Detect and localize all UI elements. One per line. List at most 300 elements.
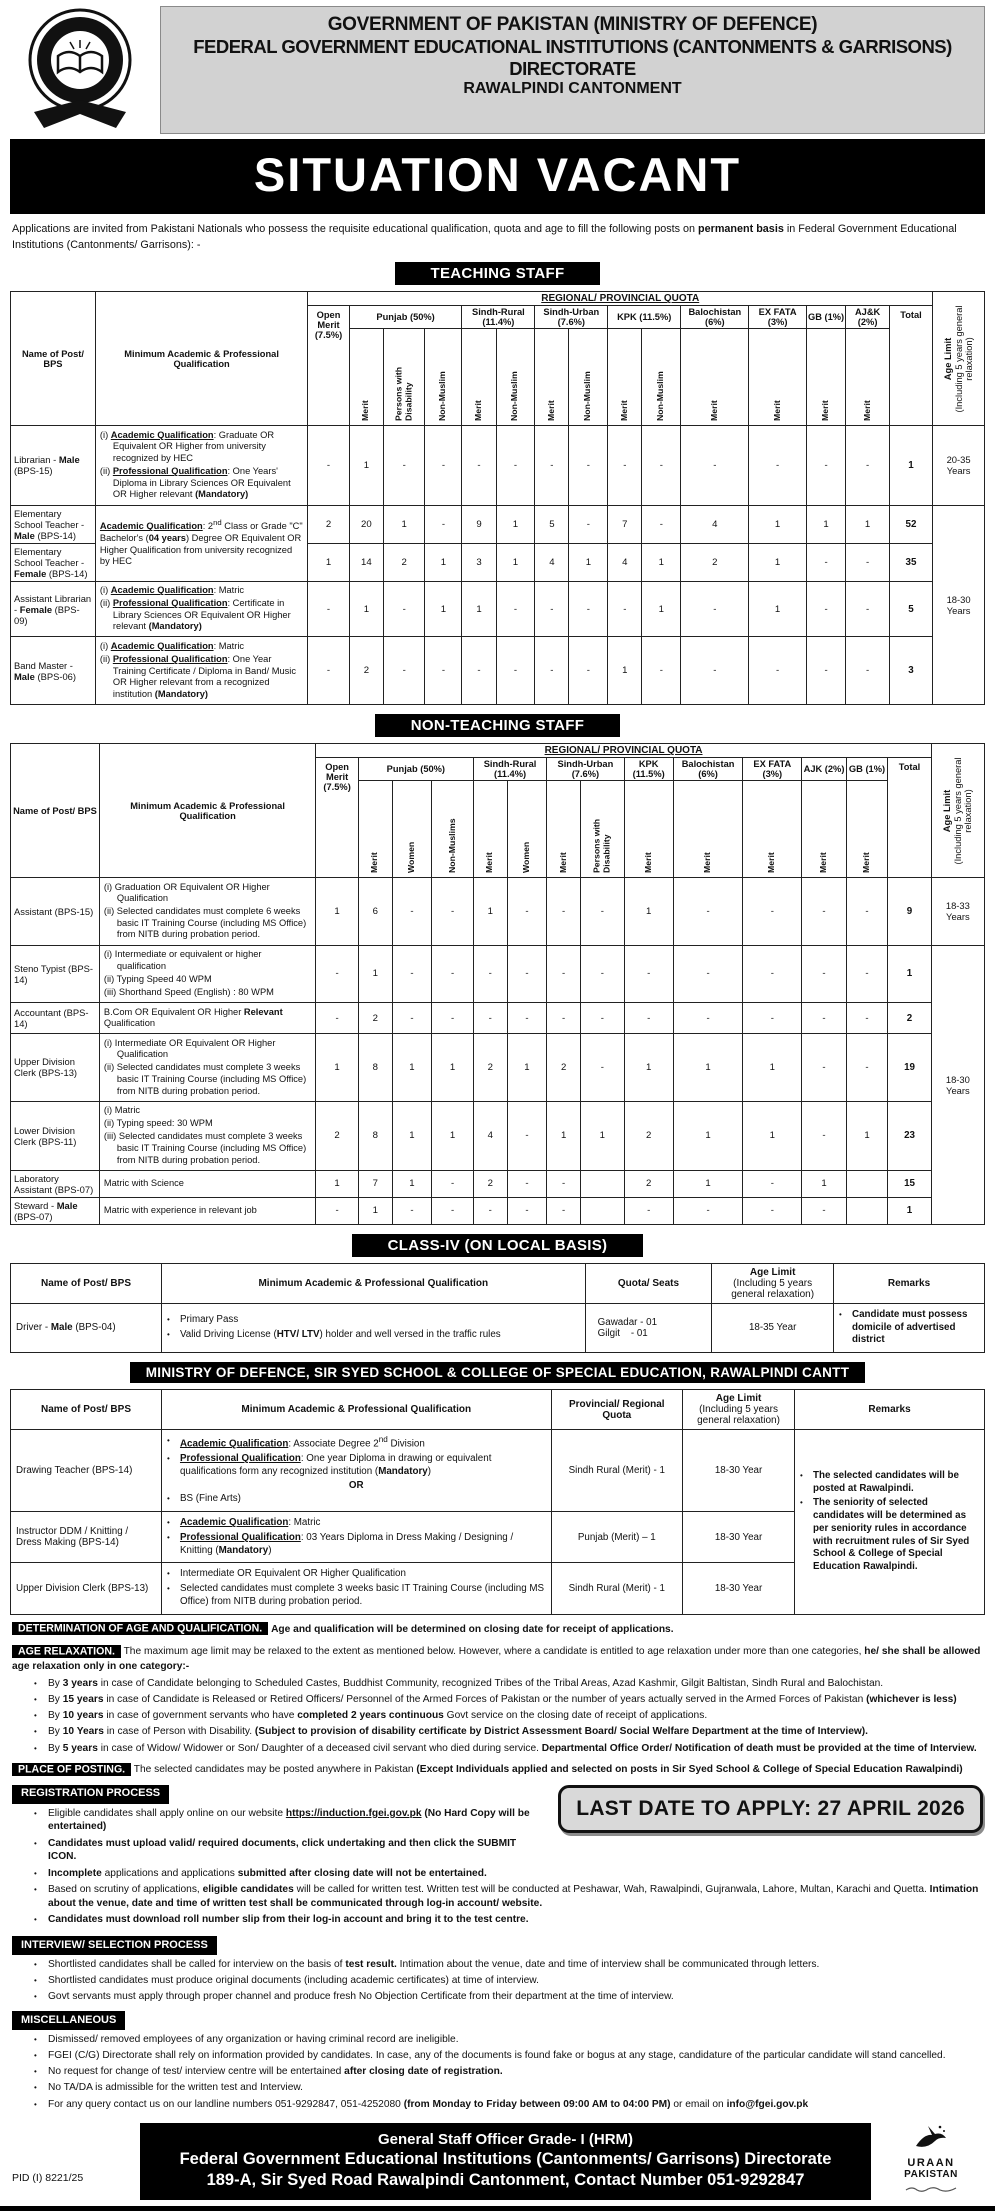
quota-value-cell: 1 xyxy=(749,505,806,543)
quota-value-cell: 2 xyxy=(547,1034,581,1102)
miscellaneous-label: MISCELLANEOUS xyxy=(12,2011,125,2030)
quota-value-cell: - xyxy=(581,945,624,1002)
note-bullet-item xyxy=(12,2049,983,2063)
quota-value-cell: - xyxy=(749,426,806,505)
table-row xyxy=(11,1303,985,1352)
quota-value-cell: - xyxy=(432,878,474,946)
sub-column-header-text: Merit xyxy=(557,852,568,874)
bullet-icon: • xyxy=(34,1959,37,1969)
region-group-header: GB (1%) xyxy=(846,758,888,781)
age-limit-cell: 18-30 Year xyxy=(683,1430,795,1512)
qualification-item xyxy=(167,1517,546,1530)
qualification-item xyxy=(167,1568,546,1581)
sub-column-header xyxy=(507,781,547,878)
qualification-text: Professional Qualification: One year Diploma in drawing or equivalent qualifications form any recognized institution (Mandatory) xyxy=(179,1453,492,1477)
bullet-icon: • xyxy=(34,1868,37,1878)
qualification-text: Valid Driving License (HTV/ LTV) holder and well versed in the traffic rules xyxy=(179,1328,501,1340)
quota-value-cell: - xyxy=(535,426,569,505)
age-limit-cell: 18-35 Year xyxy=(712,1303,834,1352)
quota-value-cell: 8 xyxy=(358,1034,392,1102)
qualification-cell xyxy=(95,637,307,705)
quota-value-cell: 1 xyxy=(473,878,507,946)
quota-value-cell: - xyxy=(743,1003,802,1034)
qualification-item xyxy=(167,1583,546,1608)
note-bullet-item xyxy=(12,1709,983,1723)
note-bullet-text: Dismissed/ removed employees of any organization or having criminal record are ineligible. xyxy=(48,2033,459,2045)
quota-value-cell: - xyxy=(806,426,846,505)
region-group-header: EX FATA (3%) xyxy=(749,306,806,329)
quota-value-cell: - xyxy=(432,1197,474,1224)
quota-value-cell: - xyxy=(743,878,802,946)
quota-value-cell: 1 xyxy=(806,505,846,543)
sub-column-header-text: Persons with Disability xyxy=(591,818,612,874)
post-cell: Upper Division Clerk (BPS-13) xyxy=(11,1034,100,1102)
quota-value-cell: 1 xyxy=(496,543,535,581)
note-bullet-item xyxy=(12,1693,983,1707)
qualification-cell xyxy=(161,1563,551,1614)
quota-value-cell: - xyxy=(806,543,846,581)
note-bullet-text: Eligible candidates shall apply online on our website https://induction.fgei.gov.pk (No Hard Copy will be entertained) xyxy=(48,1807,530,1833)
bullet-icon: • xyxy=(34,2034,37,2044)
class4-banner: CLASS-IV (ON LOCAL BASIS) xyxy=(352,1234,644,1257)
interview-bullets xyxy=(12,1958,983,2004)
table-row xyxy=(11,505,985,543)
sub-column-header-text: Non-Muslim xyxy=(437,371,448,422)
teaching-staff-banner: TEACHING STAFF xyxy=(395,262,601,285)
quota-value-cell: - xyxy=(846,945,888,1002)
qualification-item: Matric with Science xyxy=(103,1178,184,1188)
quota-value-cell: - xyxy=(316,1197,359,1224)
qualification-column-header: Minimum Academic & Professional Qualification xyxy=(99,744,315,878)
bullet-icon: • xyxy=(166,1569,170,1579)
qualification-item: (i) Graduation OR Equivalent OR Higher Qualification xyxy=(103,881,270,904)
bullet-icon: • xyxy=(34,2067,37,2077)
column-header: Age Limit (Including 5 years general relaxation) xyxy=(683,1390,795,1430)
region-group-header: Punjab (50%) xyxy=(349,306,462,329)
post-cell: Steward - Male (BPS-07) xyxy=(11,1197,100,1224)
place-of-posting-section xyxy=(12,1762,983,1777)
quota-value-cell: - xyxy=(802,1101,846,1170)
region-group-header: Punjab (50%) xyxy=(358,758,473,781)
registration-section xyxy=(12,1785,983,1929)
sub-column-header xyxy=(569,329,608,426)
sub-column-header-text: Merit xyxy=(484,852,495,874)
bullet-icon: • xyxy=(34,1694,37,1704)
place-of-posting-text: The selected candidates may be posted anywhere in Pakistan (Except Individuals applied and selected on posts in Sir Syed School & College of Special Education Rawalpindi) xyxy=(133,1764,963,1776)
age-relaxation-label: AGE RELAXATION. xyxy=(12,1645,121,1658)
note-bullet-text: Candidates must upload valid/ required documents, click undertaking and then click the SUBMIT ICON. xyxy=(48,1837,517,1863)
qualification-item: (i) Matric xyxy=(103,1105,141,1116)
quota-group-header: REGIONAL/ PROVINCIAL QUOTA xyxy=(316,744,931,758)
qualification-item: (i) Academic Qualification: Matric xyxy=(99,640,245,651)
note-bullet-text: Shortlisted candidates shall be called for interview on the basis of test result. Intimation about the venue, date and time of interview shall be communicated through letters. xyxy=(48,1958,820,1970)
qualification-item: (ii) Professional Qualification: Certificate in Library Sciences OR Equivalent OR Higher relevant (Mandatory) xyxy=(99,598,291,632)
bullet-icon: • xyxy=(800,1498,803,1508)
quota-value-cell xyxy=(846,1170,888,1197)
sub-column-header xyxy=(432,781,474,878)
column-header: Minimum Academic & Professional Qualification xyxy=(161,1390,551,1430)
fgei-emblem-logo xyxy=(10,6,150,134)
total-column-header: Total xyxy=(888,758,931,878)
age-limit-header-text: Age Limit (Including 5 years general relaxation) xyxy=(941,757,974,865)
remark-item xyxy=(800,1497,979,1573)
age-relaxation-text: The maximum age limit may be relaxed to the extent as mentioned below. However, where a candidate is entitled to age relaxation under more than one categories, he/ she shall be allowed age relaxation only in one category:- xyxy=(12,1646,981,1672)
table-row xyxy=(11,637,985,705)
footer-contact-box xyxy=(140,2123,871,2200)
quota-value-cell: - xyxy=(642,426,681,505)
sub-column-header-text: Merit xyxy=(642,852,653,874)
quota-value-cell: 2 xyxy=(624,1101,673,1170)
interview-label: INTERVIEW/ SELECTION PROCESS xyxy=(12,1936,217,1955)
qualification-cell xyxy=(99,1101,315,1170)
note-bullet-text: By 3 years in case of Candidate belonging to Scheduled Castes, Buddhist Community, recognized Tribes of the Tribal Areas, Azad Kashmir, Gilgit Baltistan, Sindh Rural and Balochistan. xyxy=(48,1677,884,1689)
determination-section xyxy=(12,1622,983,1637)
quota-value-cell: 1 xyxy=(349,426,383,505)
quota-value-cell: 1 xyxy=(547,1101,581,1170)
quota-value-cell: 9 xyxy=(462,505,496,543)
quota-value-cell: - xyxy=(462,426,496,505)
quota-value-cell: - xyxy=(673,1197,743,1224)
quota-value-cell: 1 xyxy=(308,543,350,581)
bullet-icon: • xyxy=(34,1976,37,1985)
quota-value-cell: 1 xyxy=(432,1034,474,1102)
quota-value-cell: 1 xyxy=(608,637,642,705)
post-cell: Upper Division Clerk (BPS-13) xyxy=(11,1563,162,1614)
qualification-or-text: OR xyxy=(348,1480,364,1492)
quota-value-cell: 1 xyxy=(673,1101,743,1170)
quota-value-cell: 1 xyxy=(673,1034,743,1102)
bullet-icon: • xyxy=(34,1884,37,1894)
qualification-cell xyxy=(95,426,307,505)
quota-value-cell: 2 xyxy=(681,543,749,581)
sub-column-header xyxy=(802,781,846,878)
quota-value-cell: - xyxy=(507,1101,547,1170)
age-relaxation-bullets xyxy=(12,1677,983,1756)
uraan-text: URAAN xyxy=(907,2157,955,2170)
masthead-title-box xyxy=(160,6,985,134)
post-cell: Steno Typist (BPS-14) xyxy=(11,945,100,1002)
bullet-icon: • xyxy=(166,1494,170,1504)
quota-value-cell: 1 xyxy=(358,1197,392,1224)
quota-value-cell: 2 xyxy=(383,543,425,581)
quota-value-cell: 1 xyxy=(507,1034,547,1102)
qualification-item: (ii) Selected candidates must complete 3 weeks basic IT Training Course (including MS Office) from NITB during probation period. xyxy=(103,1062,307,1096)
remark-text: The selected candidates will be posted at Rawalpindi. xyxy=(813,1469,959,1494)
quota-value-cell: - xyxy=(681,426,749,505)
quota-value-cell: 1 xyxy=(496,505,535,543)
quota-value-cell: - xyxy=(846,878,888,946)
table-header-row xyxy=(11,1263,985,1303)
remarks-cell xyxy=(834,1303,985,1352)
qualification-text: Professional Qualification: 03 Years Diploma in Dress Making / Designing / Knitting (Mandatory) xyxy=(179,1531,514,1556)
quota-value-cell: - xyxy=(749,637,806,705)
sub-column-header xyxy=(806,329,846,426)
post-cell: Driver - Male (BPS-04) xyxy=(11,1303,162,1352)
note-bullet-text: For any query contact us on our landline numbers 051-9292847, 051-4252080 (from Monday to Friday between 09:00 AM to 04:00 PM) or email on info@fgei.gov.pk xyxy=(48,2098,809,2110)
quota-value-cell: - xyxy=(806,637,846,705)
qualification-column-header: Minimum Academic & Professional Qualification xyxy=(95,292,307,426)
bullet-icon: • xyxy=(166,1532,170,1542)
post-cell: Elementary School Teacher - Male (BPS-14) xyxy=(11,505,96,543)
post-column-header: Name of Post/ BPS xyxy=(11,292,96,426)
column-header: Age Limit (Including 5 years general relaxation) xyxy=(712,1263,834,1303)
quota-value-cell: 1 xyxy=(316,1170,359,1197)
quota-value-cell: 4 xyxy=(473,1101,507,1170)
pid-number: PID (I) 8221/25 xyxy=(12,2172,84,2185)
quota-value-cell: - xyxy=(462,637,496,705)
sub-column-header xyxy=(547,781,581,878)
bullet-icon: • xyxy=(34,1743,37,1753)
quota-value-cell: 1 xyxy=(316,1034,359,1102)
total-cell: 1 xyxy=(889,426,932,505)
footer xyxy=(0,2116,995,2200)
quota-value-cell: - xyxy=(308,637,350,705)
bullet-icon: • xyxy=(34,1992,37,2002)
quota-value-cell: - xyxy=(496,581,535,637)
directorate-title: FEDERAL GOVERNMENT EDUCATIONAL INSTITUTIONS (CANTONMENTS & GARRISONS) DIRECTORATE xyxy=(193,36,952,79)
qualification-item: (iii) Shorthand Speed (English) : 80 WPM xyxy=(103,986,274,997)
remarks-cell xyxy=(795,1430,985,1615)
quota-value-cell: 2 xyxy=(349,637,383,705)
determination-label: DETERMINATION OF AGE AND QUALIFICATION. xyxy=(12,1622,268,1635)
quota-cell: Gawadar - 01 Gilgit - 01 xyxy=(585,1303,712,1352)
quota-value-cell: - xyxy=(846,581,889,637)
note-bullet-item xyxy=(12,1807,544,1835)
sub-column-header-text: Women xyxy=(521,841,532,874)
quota-value-cell: - xyxy=(496,426,535,505)
bullet-icon: • xyxy=(166,1315,170,1325)
quota-value-cell: 1 xyxy=(749,581,806,637)
footer-directorate-line: Federal Government Educational Institutions (Cantonments/ Garrisons) Directorate xyxy=(179,2150,832,2169)
note-bullet-text: By 10 Years in case of Person with Disability. (Subject to provision of disability certificate by District Assessment Board/ Social Welfare Department at the time of Interview). xyxy=(48,1726,869,1738)
sub-column-header-text: Merit xyxy=(546,400,557,422)
bullet-icon: • xyxy=(166,1454,170,1464)
quota-value-cell: 2 xyxy=(308,505,350,543)
teaching-staff-table xyxy=(10,291,985,705)
quota-value-cell: 1 xyxy=(569,543,608,581)
table-header-row xyxy=(11,292,985,306)
quota-value-cell: - xyxy=(624,1197,673,1224)
total-cell: 35 xyxy=(889,543,932,581)
quota-value-cell: - xyxy=(581,1034,624,1102)
total-cell: 52 xyxy=(889,505,932,543)
age-limit-cell: 18-30 Years xyxy=(933,505,985,704)
sub-column-header-text: Merit xyxy=(702,852,713,874)
quota-value-cell: - xyxy=(608,581,642,637)
quota-value-cell: - xyxy=(802,1003,846,1034)
registration-website-link[interactable]: https://induction.fgei.gov.pk xyxy=(285,1807,422,1819)
table-row xyxy=(11,1430,985,1512)
post-cell: Band Master - Male (BPS-06) xyxy=(11,637,96,705)
quota-value-cell: - xyxy=(507,1197,547,1224)
quota-value-cell: - xyxy=(743,1170,802,1197)
qualification-item: (i) Intermediate or equivalent or higher qualification xyxy=(103,949,262,971)
column-header: Remarks xyxy=(795,1390,985,1430)
quota-value-cell: - xyxy=(507,878,547,946)
column-header: Quota/ Seats xyxy=(585,1263,712,1303)
quota-value-cell: - xyxy=(806,581,846,637)
bullet-icon: • xyxy=(34,1711,37,1721)
quota-value-cell: - xyxy=(432,1170,474,1197)
quota-value-cell: - xyxy=(308,581,350,637)
qualification-cell xyxy=(161,1512,551,1563)
note-bullet-item xyxy=(12,2065,983,2079)
quota-value-cell: 1 xyxy=(642,543,681,581)
quota-value-cell: - xyxy=(642,637,681,705)
note-bullet-text: No request for change of test/ interview centre will be entertained after closing date of registration. xyxy=(48,2066,503,2078)
sub-column-header-text: Non-Muslim xyxy=(655,371,666,422)
sub-column-header xyxy=(749,329,806,426)
quota-value-cell: - xyxy=(846,426,889,505)
quota-value-cell: 4 xyxy=(535,543,569,581)
quota-value-cell: 1 xyxy=(358,945,392,1002)
quota-value-cell: 7 xyxy=(608,505,642,543)
qualification-item: Academic Qualification: 2nd Class or Grade "C" Bachelor's (04 years) Degree OR Equivalent OR Higher Qualification from university recognized by HEC xyxy=(99,518,303,567)
footer-address-line: 189-A, Sir Syed Road Rawalpindi Cantonment, Contact Number 051-9292847 xyxy=(206,2171,805,2190)
quota-value-cell: 14 xyxy=(349,543,383,581)
quota-value-cell: - xyxy=(432,1003,474,1034)
qualification-item: Matric with experience in relevant job xyxy=(103,1205,257,1215)
quota-value-cell: 20 xyxy=(349,505,383,543)
quota-cell: Sindh Rural (Merit) - 1 xyxy=(551,1563,682,1614)
qualification-item: (ii) Selected candidates must complete 6 weeks basic IT Training Course (including MS Office) from NITB during probation period. xyxy=(103,906,307,940)
quota-value-cell: 8 xyxy=(358,1101,392,1170)
note-bullet-text: Candidates must download roll number slip from their log-in account and bring it to the test centre. xyxy=(48,1913,529,1925)
bullet-icon: • xyxy=(34,2099,37,2109)
quota-cell: Punjab (Merit) – 1 xyxy=(551,1512,682,1563)
sub-column-header-text: Merit xyxy=(369,852,380,874)
qualification-item: (ii) Typing speed: 30 WPM xyxy=(103,1118,213,1129)
bullet-icon: • xyxy=(839,1309,842,1319)
qualification-item: (ii) Typing Speed 40 WPM xyxy=(103,973,212,984)
quota-value-cell: 1 xyxy=(624,1034,673,1102)
remark-text: The seniority of selected candidates will be determined as per seniority rules in accordance with recruitment rules of Sir Syed School & College of Special Education Rawalpindi. xyxy=(813,1497,970,1573)
quota-value-cell: - xyxy=(392,1003,432,1034)
quota-value-cell: 1 xyxy=(462,581,496,637)
qualification-text: Primary Pass xyxy=(179,1314,239,1326)
urdu-script-icon xyxy=(904,2185,958,2193)
total-cell: 2 xyxy=(888,1003,931,1034)
bullet-icon: • xyxy=(166,1436,170,1446)
note-bullet-item xyxy=(12,1677,983,1691)
miscellaneous-section xyxy=(12,2011,983,2111)
quota-value-cell: 1 xyxy=(642,581,681,637)
quota-value-cell: - xyxy=(432,945,474,1002)
quota-value-cell: 1 xyxy=(316,878,359,946)
non-teaching-staff-table xyxy=(10,743,985,1225)
table-row xyxy=(11,1034,985,1102)
quota-value-cell: - xyxy=(535,581,569,637)
sub-column-header-text: Merit xyxy=(818,852,829,874)
quota-value-cell: 6 xyxy=(358,878,392,946)
column-header: Name of Post/ BPS xyxy=(11,1390,162,1430)
miscellaneous-bullets xyxy=(12,2033,983,2112)
quota-value-cell: - xyxy=(581,878,624,946)
quota-value-cell xyxy=(581,1170,624,1197)
quota-value-cell: - xyxy=(608,426,642,505)
bullet-icon: • xyxy=(166,1518,170,1528)
quota-value-cell: - xyxy=(392,1197,432,1224)
qualification-cell xyxy=(99,878,315,946)
age-limit-header-text: Age Limit (Including 5 years general relaxation) xyxy=(942,305,974,413)
uraan-bird-icon xyxy=(914,2122,948,2152)
quota-value-cell: 7 xyxy=(358,1170,392,1197)
region-group-header: GB (1%) xyxy=(806,306,846,329)
qualification-item xyxy=(167,1435,546,1451)
quota-value-cell: - xyxy=(673,945,743,1002)
quota-value-cell: 1 xyxy=(743,1034,802,1102)
column-header: Remarks xyxy=(834,1263,985,1303)
post-cell: Drawing Teacher (BPS-14) xyxy=(11,1430,162,1512)
quota-value-cell: - xyxy=(547,945,581,1002)
region-group-header: Sindh-Rural (11.4%) xyxy=(462,306,535,329)
quota-value-cell: 1 xyxy=(749,543,806,581)
total-cell: 9 xyxy=(888,878,931,946)
quota-value-cell: 2 xyxy=(316,1101,359,1170)
uraan-pakistan-logo xyxy=(879,2122,983,2200)
bullet-icon: • xyxy=(34,1727,37,1737)
total-cell: 23 xyxy=(888,1101,931,1170)
quota-value-cell: 5 xyxy=(535,505,569,543)
mod-special-education-table xyxy=(10,1389,985,1615)
bullet-icon: • xyxy=(800,1470,803,1480)
quota-value-cell: 1 xyxy=(846,505,889,543)
sub-column-header-text: Women xyxy=(406,841,417,874)
sub-column-header xyxy=(496,329,535,426)
qualification-text: Academic Qualification: Associate Degree 2nd Division xyxy=(179,1435,425,1450)
footer-officer-line: General Staff Officer Grade- I (HRM) xyxy=(377,2131,634,2149)
qualification-item xyxy=(167,1493,546,1506)
sub-column-header xyxy=(383,329,425,426)
note-bullet-item xyxy=(12,1837,544,1865)
quota-value-cell: - xyxy=(473,1003,507,1034)
quota-value-cell: 1 xyxy=(624,878,673,946)
qualification-item: (ii) Professional Qualification: One Years' Diploma in Library Sciences OR Equivalent OR Higher relevant (Mandatory) xyxy=(99,466,291,500)
sub-column-header xyxy=(642,329,681,426)
quota-value-cell: - xyxy=(569,637,608,705)
sub-column-header-text: Persons with Disability xyxy=(393,367,414,422)
table-header-row xyxy=(11,1390,985,1430)
post-cell: Assistant Librarian - Female (BPS-09) xyxy=(11,581,96,637)
govt-title: GOVERNMENT OF PAKISTAN (MINISTRY OF DEFENCE) xyxy=(327,14,818,35)
quota-value-cell: - xyxy=(308,426,350,505)
interview-section xyxy=(12,1936,983,2004)
determination-text: Age and qualification will be determined on closing date for receipt of applications. xyxy=(271,1623,674,1635)
sub-column-header xyxy=(673,781,743,878)
total-cell: 5 xyxy=(889,581,932,637)
sub-column-header-text: Merit xyxy=(473,400,484,422)
table-row xyxy=(11,581,985,637)
region-group-header: KPK (11.5%) xyxy=(608,306,681,329)
region-group-header: Sindh-Urban (7.6%) xyxy=(535,306,608,329)
quota-value-cell: - xyxy=(316,945,359,1002)
sub-column-header xyxy=(425,329,462,426)
quota-value-cell: - xyxy=(846,543,889,581)
age-limit-cell: 20-35 Years xyxy=(933,426,985,505)
region-group-header: Balochistan (6%) xyxy=(673,758,743,781)
qualification-item: (ii) Professional Qualification: One Year Training Certificate / Diploma in Band/ Music OR Higher relevant from a recognized institution (Mandatory) xyxy=(99,654,297,699)
age-limit-cell: 18-33 Years xyxy=(931,878,984,946)
sub-column-header-text: Merit xyxy=(618,400,629,422)
total-cell: 3 xyxy=(889,637,932,705)
quota-value-cell: - xyxy=(473,945,507,1002)
quota-value-cell: 3 xyxy=(462,543,496,581)
qualification-text: Selected candidates must complete 3 weeks basic IT Training Course (including MS Office) from NITB during probation period. xyxy=(179,1583,545,1607)
qualification-text: Intermediate OR Equivalent OR Higher Qualification xyxy=(179,1568,406,1580)
quota-value-cell: - xyxy=(569,426,608,505)
quota-value-cell: - xyxy=(624,945,673,1002)
intro-paragraph: Applications are invited from Pakistani Nationals who possess the requisite educational qualification, quota and age to fill the following posts on permanent basis in Federal Government Educational Institutions (Cantonments/ Garrisons): - xyxy=(12,223,957,252)
